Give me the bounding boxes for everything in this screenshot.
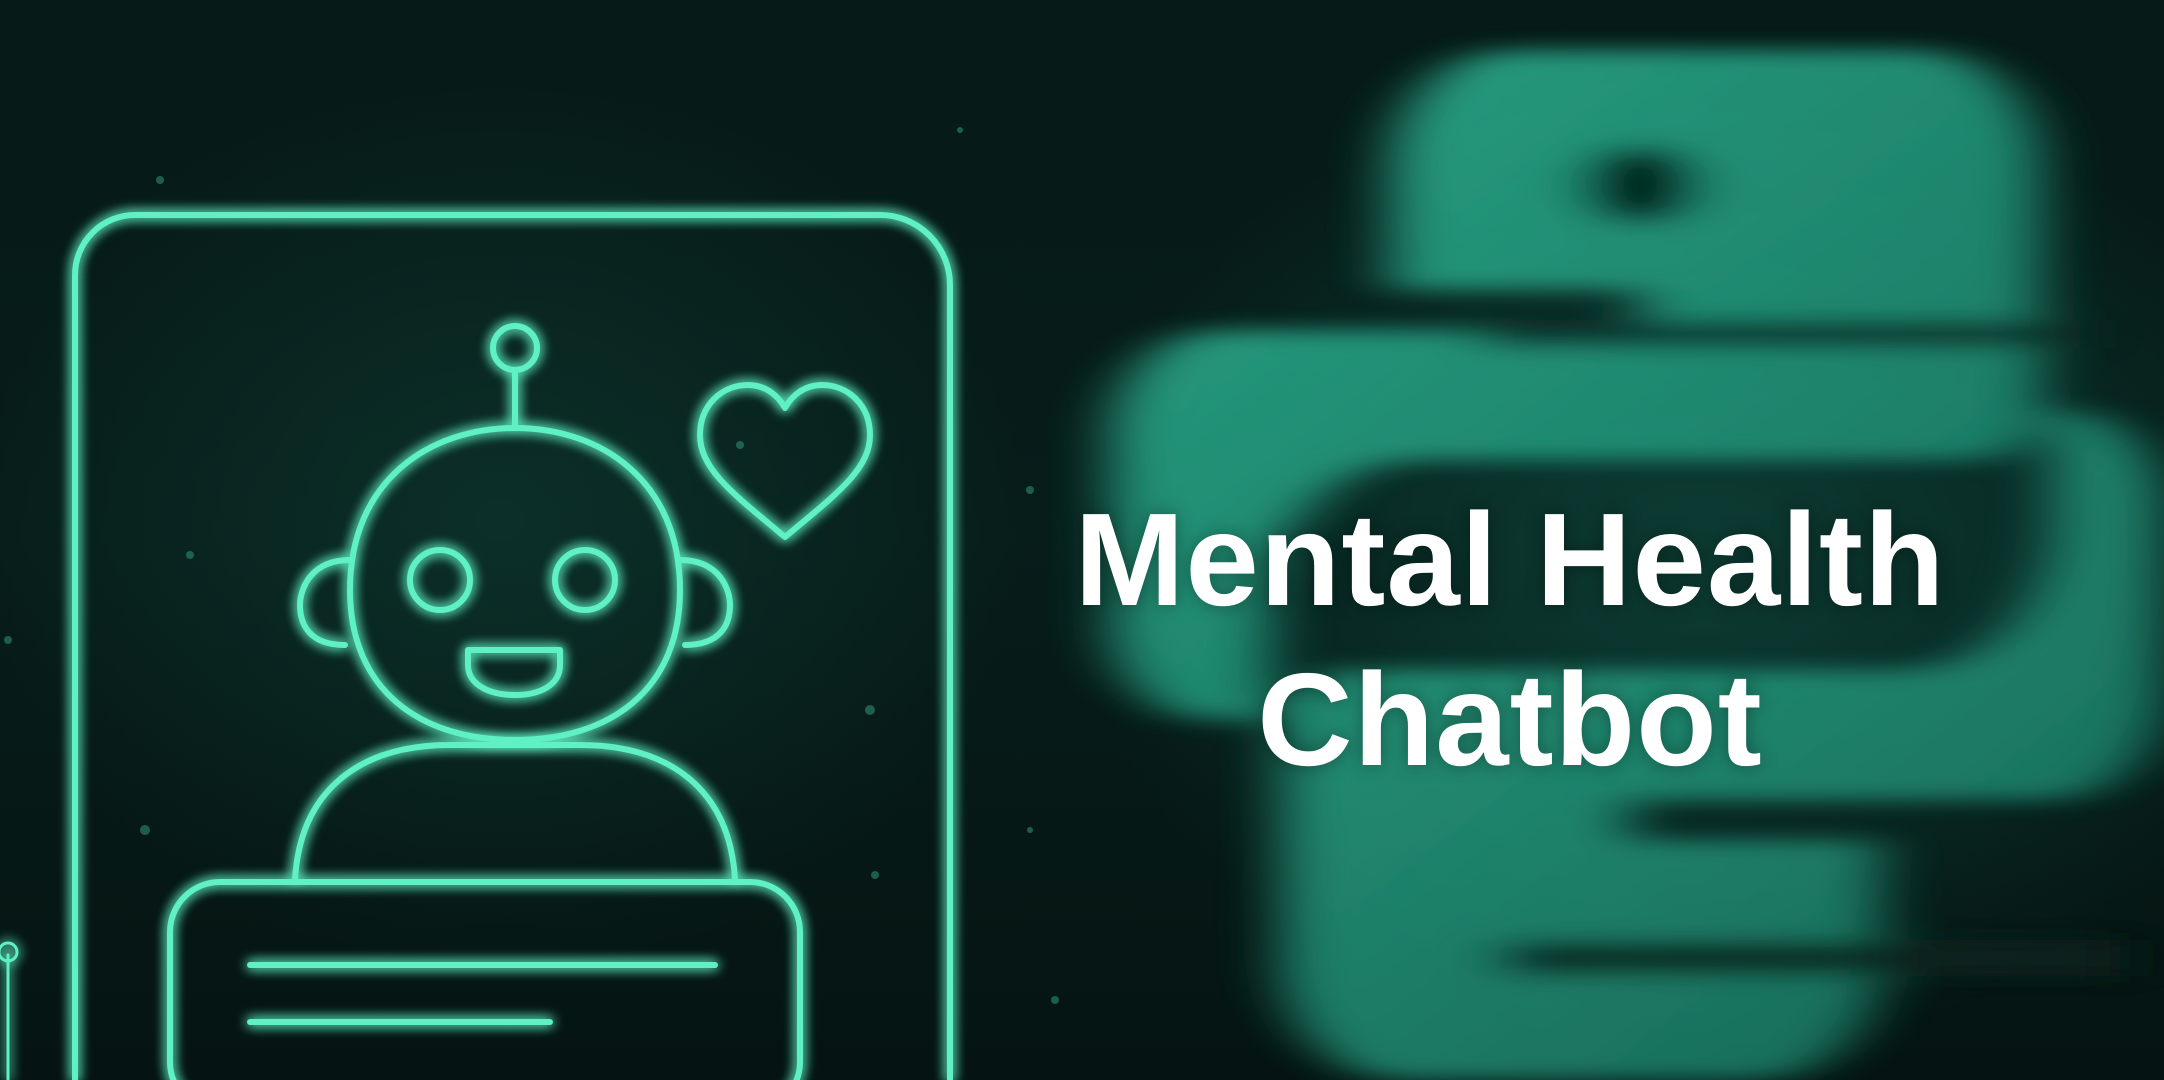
particles [4, 127, 1059, 1004]
chat-bubble-icon [170, 882, 800, 1080]
page-title [960, 480, 2060, 800]
heart-icon [700, 385, 870, 537]
robot-icon [295, 326, 735, 880]
title-line-1: Mental Health [1074, 486, 1946, 633]
title-line-2: Chatbot [1257, 646, 1763, 793]
